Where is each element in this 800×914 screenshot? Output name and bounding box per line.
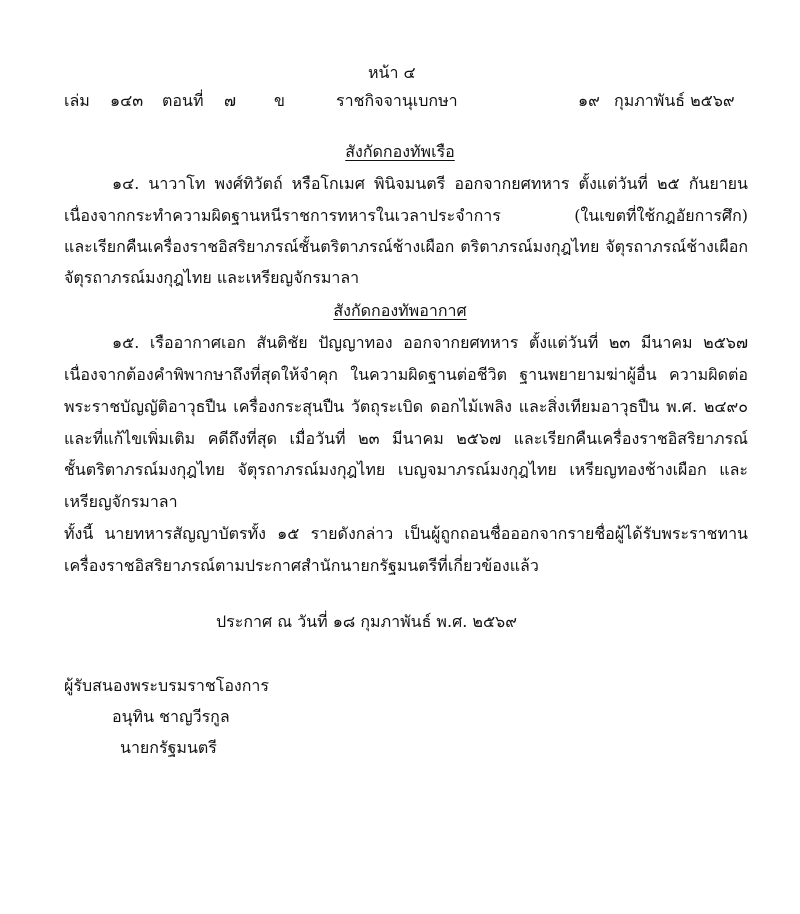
summary-line-1: ทั้งนี้ นายทหารสัญญาบัตรทั้ง ๑๕ รายดังกล่าว เป็นผู้ถูกถอนชื่อออกจากรายชื่อผู้ได้รับพระราชทาน: [64, 524, 748, 543]
page-number: หน้า ๔: [368, 63, 416, 82]
section-suffix: ข: [274, 91, 285, 110]
item-14-line-1: ๑๔. นาวาโท พงศ์ทิวัตถ์ หรือโกเมศ พินิจมนตรี ออกจากยศทหาร ตั้งแต่วันที่ ๒๕ กันยายน: [112, 174, 748, 193]
volume-number: ๑๔๓: [110, 91, 144, 110]
publication-name: ราชกิจจานุเบกษา: [336, 91, 458, 110]
gazette-header-row: [0, 90, 800, 112]
summary-line-2: เครื่องราชอิสริยาภรณ์ตามประกาศสำนักนายกรัฐมนตรีที่เกี่ยวข้องแล้ว: [64, 556, 539, 575]
navy-section-heading: สังกัดกองทัพเรือ: [345, 142, 455, 161]
item-14-line-4: จัตุรถาภรณ์มงกุฎไทย และเหรียญจักรมาลา: [64, 268, 360, 287]
section-number: ๗: [224, 91, 237, 110]
countersign-role: ผู้รับสนองพระบรมราชโองการ: [64, 676, 269, 695]
volume-label: เล่ม: [64, 91, 90, 110]
item-14-line-3: และเรียกคืนเครื่องราชอิสริยาภรณ์ชั้นตริตาภรณ์ช้างเผือก ตริตาภรณ์มงกุฎไทย จัตุรถาภรณ์ช้างเผือก: [64, 237, 748, 256]
item-14-line-2: เนื่องจากกระทำความผิดฐานหนีราชการทหารในเวลาประจำการ (ในเขตที่ใช้กฎอัยการศึก): [64, 206, 748, 225]
announcement-date: ประกาศ ณ วันที่ ๑๘ กุมภาพันธ์ พ.ศ. ๒๕๖๙: [216, 612, 517, 631]
item-15-line-1: ๑๕. เรืออากาศเอก สันติชัย ปัญญาทอง ออกจากยศทหาร ตั้งแต่วันที่ ๒๓ มีนาคม ๒๕๖๗: [112, 333, 748, 352]
item-15-line-2: เนื่องจากต้องคำพิพากษาถึงที่สุดให้จำคุก ในความผิดฐานต่อชีวิต ฐานพยายามฆ่าผู้อื่น ความผิดต่อ: [64, 365, 748, 384]
signatory-title: นายกรัฐมนตรี: [120, 738, 217, 757]
item-15-line-5: ชั้นตริตาภรณ์มงกุฎไทย จัตุรถาภรณ์มงกุฎไทย เบญจมาภรณ์มงกุฎไทย เหรียญทองช้างเผือก และ: [64, 460, 748, 479]
signatory-name: อนุทิน ชาญวีรกูล: [112, 707, 230, 726]
item-15-line-3: พระราชบัญญัติอาวุธปืน เครื่องกระสุนปืน วัตถุระเบิด ดอกไม้เพลิง และสิ่งเทียมอาวุธปืน พ.ศ. ๒๔๙๐: [64, 397, 748, 416]
date-day: ๑๙: [578, 91, 600, 110]
section-label: ตอนที่: [162, 91, 204, 110]
date-month-year: กุมภาพันธ์ ๒๕๖๙: [614, 91, 735, 110]
airforce-section-heading: สังกัดกองทัพอากาศ: [333, 301, 467, 320]
item-15-line-4: และที่แก้ไขเพิ่มเติม คดีถึงที่สุด เมื่อวันที่ ๒๓ มีนาคม ๒๕๖๗ และเรียกคืนเครื่องราชอิสริยาภรณ์: [64, 429, 748, 448]
item-15-line-6: เหรียญจักรมาลา: [64, 492, 178, 511]
